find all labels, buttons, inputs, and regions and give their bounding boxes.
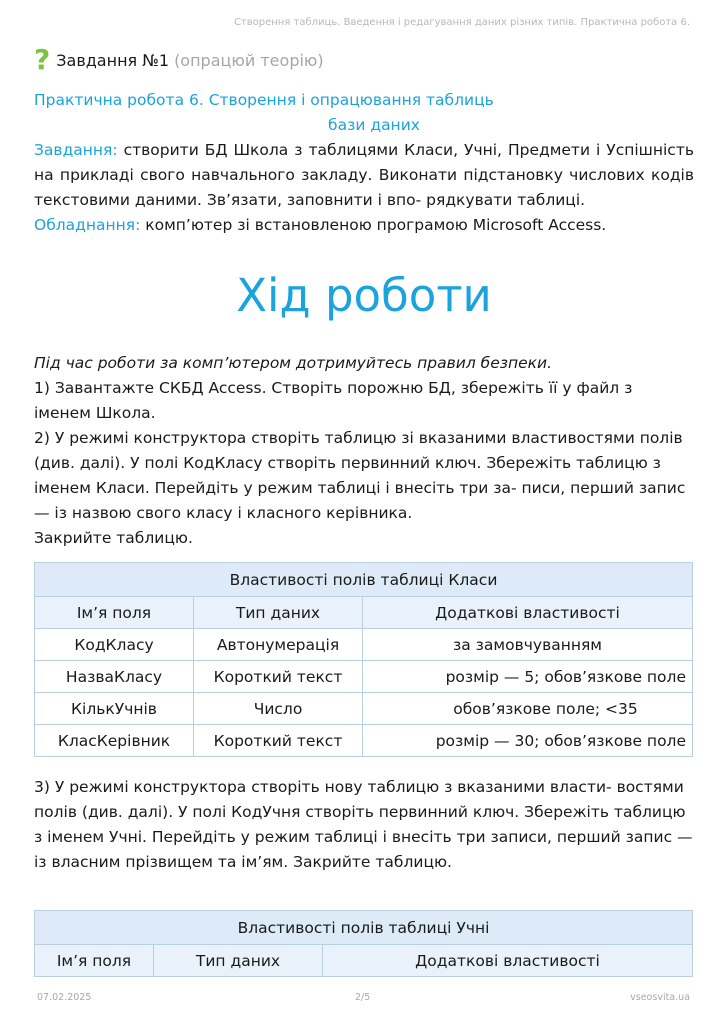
footer-date: 07.02.2025: [37, 992, 92, 1003]
table-students: [34, 910, 693, 977]
table-cell: Короткий текст: [194, 725, 363, 757]
practical-task: [34, 138, 694, 213]
practical-block: [34, 88, 694, 238]
task-hint: (опрацюй теорію): [174, 50, 324, 70]
table-cell: Короткий текст: [194, 661, 363, 693]
task-label: Завдання:: [34, 141, 118, 159]
question-mark-icon: ?: [34, 43, 51, 76]
table-classes: [34, 562, 693, 757]
column-header-field-name: Ім’я поля: [35, 597, 194, 629]
task-title: Завдання №1: [56, 50, 170, 70]
table-cell: Число: [194, 693, 363, 725]
work-title: Хід роботи: [236, 269, 492, 322]
step-2-close: Закрийте таблицю.: [34, 529, 193, 547]
table-row: [35, 629, 693, 661]
safety-note: Під час роботи за комп’ютером дотримуйтесь правил безпеки.: [34, 354, 553, 372]
step-3: 3) У режимі конструктора створіть нову таблицю з вказаними власти- востями полів (див. далі). У полі КодУчня створіть первинний ключ. Збережіть таблицю з іменем Учні. Перейдіть у режим таблиці і внесіть три записи, перший запис — із власним прізвищем та ім’ям. Закрийте таблицю.: [34, 778, 693, 871]
table-cell: КласКерівник: [35, 725, 194, 757]
table-cell: КодКласу: [35, 629, 194, 661]
practical-equipment: [34, 213, 694, 238]
column-header-data-type: Тип даних: [154, 945, 323, 977]
table-cell: НазваКласу: [35, 661, 194, 693]
equipment-label: Обладнання:: [34, 216, 141, 234]
practical-title-line2: бази даних: [328, 116, 420, 134]
running-header: Створення таблиць. Введення і редагування даних різних типів. Практична робота 6.: [233, 17, 690, 28]
footer-page: 2/5: [355, 992, 371, 1003]
column-header-field-name: Ім’я поля: [35, 945, 154, 977]
equipment-text: комп’ютер зі встановленою програмою Microsoft Access.: [140, 216, 607, 234]
step-2: 2) У режимі конструктора створіть таблицю зі вказаними властивостями полів (див. далі). У полі КодКласу створіть первинний ключ. Збережіть таблицю з іменем Класи. Перейдіть у режим таблиці і внесіть три за- писи, перший запис — із назвою свого класу і класного керівника.: [34, 429, 686, 522]
column-header-data-type: Тип даних: [194, 597, 363, 629]
table-cell: за замовчуванням: [363, 629, 693, 661]
task-heading: [34, 43, 324, 76]
table-cell: розмір — 30; обов’язкове поле: [363, 725, 693, 757]
table-row: [35, 661, 693, 693]
steps-block-2: [34, 775, 694, 875]
task-text: створити БД Школа з таблицями Класи, Учні, Предмети і Успішність на прикладі свого навчального закладу. Виконати підстановку числових кодів текстовими даними. Зв’язати, заповнити і впо- рядкувати таблиці.: [34, 141, 694, 209]
column-header-properties: Додаткові властивості: [323, 945, 693, 977]
column-header-properties: Додаткові властивості: [363, 597, 693, 629]
table-cell: КількУчнів: [35, 693, 194, 725]
step-1: 1) Завантажте СКБД Access. Створіть порожню БД, збережіть її у файл з іменем Школа.: [34, 379, 633, 422]
table-row: [35, 725, 693, 757]
table-row: [35, 693, 693, 725]
table-caption: Властивості полів таблиці Учні: [35, 911, 693, 945]
table-cell: обов’язкове поле; <35: [363, 693, 693, 725]
steps-block-1: [34, 351, 694, 551]
table-cell: Автонумерація: [194, 629, 363, 661]
footer-site: vseosvita.ua: [630, 992, 690, 1003]
table-cell: розмір — 5; обов’язкове поле: [363, 661, 693, 693]
table-caption: Властивості полів таблиці Класи: [35, 563, 693, 597]
practical-title-line1: Практична робота 6. Створення і опрацювання таблиць: [34, 91, 494, 109]
